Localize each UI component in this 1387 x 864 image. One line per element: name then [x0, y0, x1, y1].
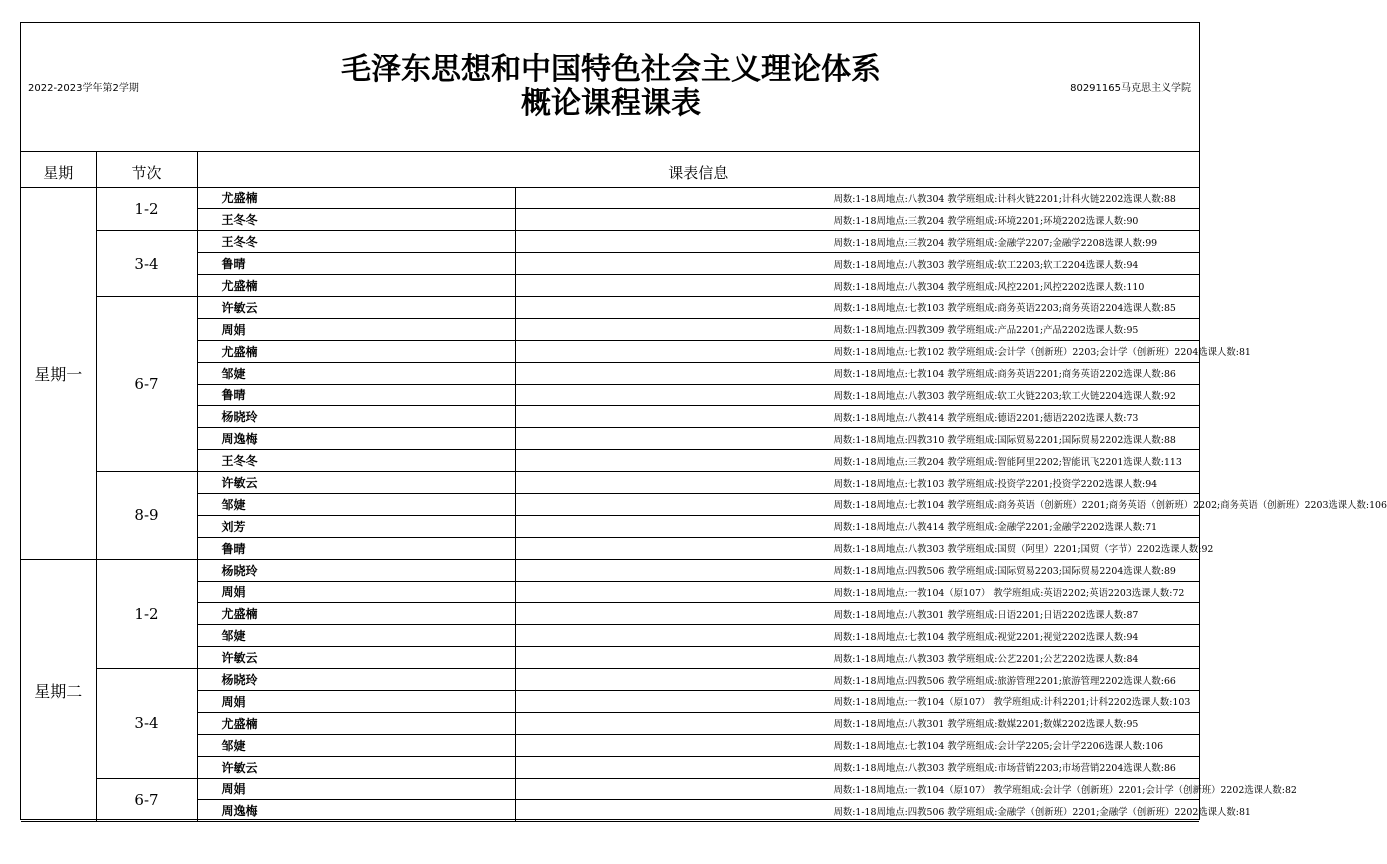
teacher-cell: 尤盛楠: [197, 275, 515, 297]
table-row: [21, 318, 1199, 340]
header-row: [21, 151, 1199, 187]
table-row: [21, 734, 1199, 756]
table-row: [21, 296, 1199, 318]
schedule-body: [21, 187, 1387, 822]
table-row: [21, 384, 1199, 406]
course-info-cell: 周数:1-18周地点:一教104（原107） 教学班组成:会计学（创新班）2201;会计学（创新班）2202选课人数:82: [515, 778, 1199, 800]
course-info-cell: 周数:1-18周地点:八教303 教学班组成:软工2203;软工2204选课人数:94: [515, 253, 1199, 275]
teacher-cell: 王冬冬: [197, 209, 515, 231]
teacher-cell: 王冬冬: [197, 231, 515, 253]
course-info-cell: 周数:1-18周地点:八教414 教学班组成:金融学2201;金融学2202选课人数:71: [515, 515, 1199, 537]
term-label: 2022-2023学年第2学期: [28, 83, 139, 94]
period-cell: 3-4: [96, 669, 197, 778]
table-row: [21, 800, 1199, 822]
teacher-cell: 杨晓玲: [197, 406, 515, 428]
course-info-cell: 周数:1-18周地点:八教303 教学班组成:国贸（阿里）2201;国贸（字节）2202选课人数:92: [515, 537, 1199, 559]
course-info-cell: 周数:1-18周地点:八教301 教学班组成:数媒2201;数媒2202选课人数:95: [515, 712, 1199, 734]
table-row: [21, 428, 1199, 450]
teacher-cell: 鲁晴: [197, 384, 515, 406]
period-cell: 3-4: [96, 231, 197, 297]
course-info-cell: 周数:1-18周地点:四教506 教学班组成:国际贸易2203;国际贸易2204选课人数:89: [515, 559, 1199, 581]
table-row: [21, 669, 1199, 691]
column-header-period: 节次: [96, 151, 197, 187]
schedule-table: [21, 151, 1387, 822]
teacher-cell: 尤盛楠: [197, 712, 515, 734]
table-row: [21, 515, 1199, 537]
period-cell: 1-2: [96, 187, 197, 231]
period-cell: 6-7: [96, 778, 197, 822]
teacher-cell: 刘芳: [197, 515, 515, 537]
sheet-header: [21, 23, 1199, 152]
teacher-cell: 周娟: [197, 318, 515, 340]
table-row: [21, 340, 1199, 362]
course-info-cell: 周数:1-18周地点:一教104（原107） 教学班组成:计科2201;计科2202选课人数:103: [515, 690, 1199, 712]
table-row: [21, 231, 1199, 253]
course-info-cell: 周数:1-18周地点:八教303 教学班组成:市场营销2203;市场营销2204选课人数:86: [515, 756, 1199, 778]
course-info-cell: 周数:1-18周地点:四教506 教学班组成:旅游管理2201;旅游管理2202选课人数:66: [515, 669, 1199, 691]
table-row: [21, 581, 1199, 603]
teacher-cell: 许敏云: [197, 647, 515, 669]
table-row: [21, 362, 1199, 384]
course-info-cell: 周数:1-18周地点:七教102 教学班组成:会计学（创新班）2203;会计学（创新班）2204选课人数:81: [515, 340, 1199, 362]
course-info-cell: 周数:1-18周地点:八教303 教学班组成:软工火链2203;软工火链2204选课人数:92: [515, 384, 1199, 406]
teacher-cell: 周逸梅: [197, 800, 515, 822]
course-info-cell: 周数:1-18周地点:八教414 教学班组成:德语2201;德语2202选课人数:73: [515, 406, 1199, 428]
course-info-cell: 周数:1-18周地点:一教104（原107） 教学班组成:英语2202;英语2203选课人数:72: [515, 581, 1199, 603]
table-row: [21, 472, 1199, 494]
course-info-cell: 周数:1-18周地点:四教310 教学班组成:国际贸易2201;国际贸易2202选课人数:88: [515, 428, 1199, 450]
table-row: [21, 187, 1199, 209]
table-row: [21, 209, 1199, 231]
column-header-day: 星期: [21, 151, 96, 187]
period-cell: 6-7: [96, 296, 197, 471]
course-info-cell: 周数:1-18周地点:四教309 教学班组成:产品2201;产品2202选课人数:95: [515, 318, 1199, 340]
period-cell: 8-9: [96, 472, 197, 560]
course-info-cell: 周数:1-18周地点:三教204 教学班组成:金融学2207;金融学2208选课人数:99: [515, 231, 1199, 253]
table-row: [21, 712, 1199, 734]
schedule-sheet: [20, 22, 1387, 820]
course-info-cell: 周数:1-18周地点:七教104 教学班组成:会计学2205;会计学2206选课人数:106: [515, 734, 1199, 756]
teacher-cell: 尤盛楠: [197, 340, 515, 362]
day-cell: 星期二: [21, 559, 96, 822]
day-cell: 星期一: [21, 187, 96, 559]
period-cell: 1-2: [96, 559, 197, 668]
table-row: [21, 778, 1199, 800]
page-title: 毛泽东思想和中国特色社会主义理论体系: [341, 52, 881, 87]
table-row: [21, 537, 1199, 559]
teacher-cell: 邹婕: [197, 625, 515, 647]
teacher-cell: 王冬冬: [197, 450, 515, 472]
teacher-cell: 杨晓玲: [197, 669, 515, 691]
teacher-cell: 尤盛楠: [197, 187, 515, 209]
table-row: [21, 406, 1199, 428]
table-row: [21, 603, 1199, 625]
table-row: [21, 690, 1199, 712]
course-info-cell: 周数:1-18周地点:七教103 教学班组成:投资学2201;投资学2202选课人数:94: [515, 472, 1199, 494]
column-header-info: 课表信息: [197, 151, 1199, 187]
course-info-cell: 周数:1-18周地点:四教506 教学班组成:金融学（创新班）2201;金融学（创新班）2202选课人数:81: [515, 800, 1199, 822]
table-row: [21, 756, 1199, 778]
teacher-cell: 杨晓玲: [197, 559, 515, 581]
teacher-cell: 周娟: [197, 581, 515, 603]
table-row: [21, 647, 1199, 669]
table-row: [21, 275, 1199, 297]
teacher-cell: 邹婕: [197, 493, 515, 515]
course-info-cell: 周数:1-18周地点:三教204 教学班组成:智能阿里2202;智能讯飞2201选课人数:113: [515, 450, 1199, 472]
teacher-cell: 许敏云: [197, 296, 515, 318]
department-label: 80291165马克思主义学院: [1070, 83, 1191, 94]
course-info-cell: 周数:1-18周地点:八教304 教学班组成:风控2201;风控2202选课人数:110: [515, 275, 1199, 297]
course-info-cell: 周数:1-18周地点:三教204 教学班组成:环境2201;环境2202选课人数:90: [515, 209, 1199, 231]
teacher-cell: 周逸梅: [197, 428, 515, 450]
teacher-cell: 邹婕: [197, 734, 515, 756]
teacher-cell: 尤盛楠: [197, 603, 515, 625]
table-row: [21, 559, 1199, 581]
course-info-cell: 周数:1-18周地点:七教104 教学班组成:商务英语（创新班）2201;商务英语（创新班）2202;商务英语（创新班）2203选课人数:106: [515, 493, 1199, 515]
table-row: [21, 253, 1199, 275]
teacher-cell: 许敏云: [197, 756, 515, 778]
teacher-cell: 周娟: [197, 778, 515, 800]
teacher-cell: 鲁晴: [197, 537, 515, 559]
teacher-cell: 邹婕: [197, 362, 515, 384]
teacher-cell: 许敏云: [197, 472, 515, 494]
course-info-cell: 周数:1-18周地点:八教303 教学班组成:公艺2201;公艺2202选课人数:84: [515, 647, 1199, 669]
page-subtitle: 概论课程课表: [521, 86, 701, 121]
table-row: [21, 625, 1199, 647]
course-info-cell: 周数:1-18周地点:七教103 教学班组成:商务英语2203;商务英语2204选课人数:85: [515, 296, 1199, 318]
teacher-cell: 鲁晴: [197, 253, 515, 275]
course-info-cell: 周数:1-18周地点:七教104 教学班组成:视觉2201;视觉2202选课人数:94: [515, 625, 1199, 647]
table-row: [21, 493, 1199, 515]
table-row: [21, 450, 1199, 472]
course-info-cell: 周数:1-18周地点:八教301 教学班组成:日语2201;日语2202选课人数:87: [515, 603, 1199, 625]
course-info-cell: 周数:1-18周地点:八教304 教学班组成:计科火链2201;计科火链2202选课人数:88: [515, 187, 1199, 209]
course-info-cell: 周数:1-18周地点:七教104 教学班组成:商务英语2201;商务英语2202选课人数:86: [515, 362, 1199, 384]
teacher-cell: 周娟: [197, 690, 515, 712]
